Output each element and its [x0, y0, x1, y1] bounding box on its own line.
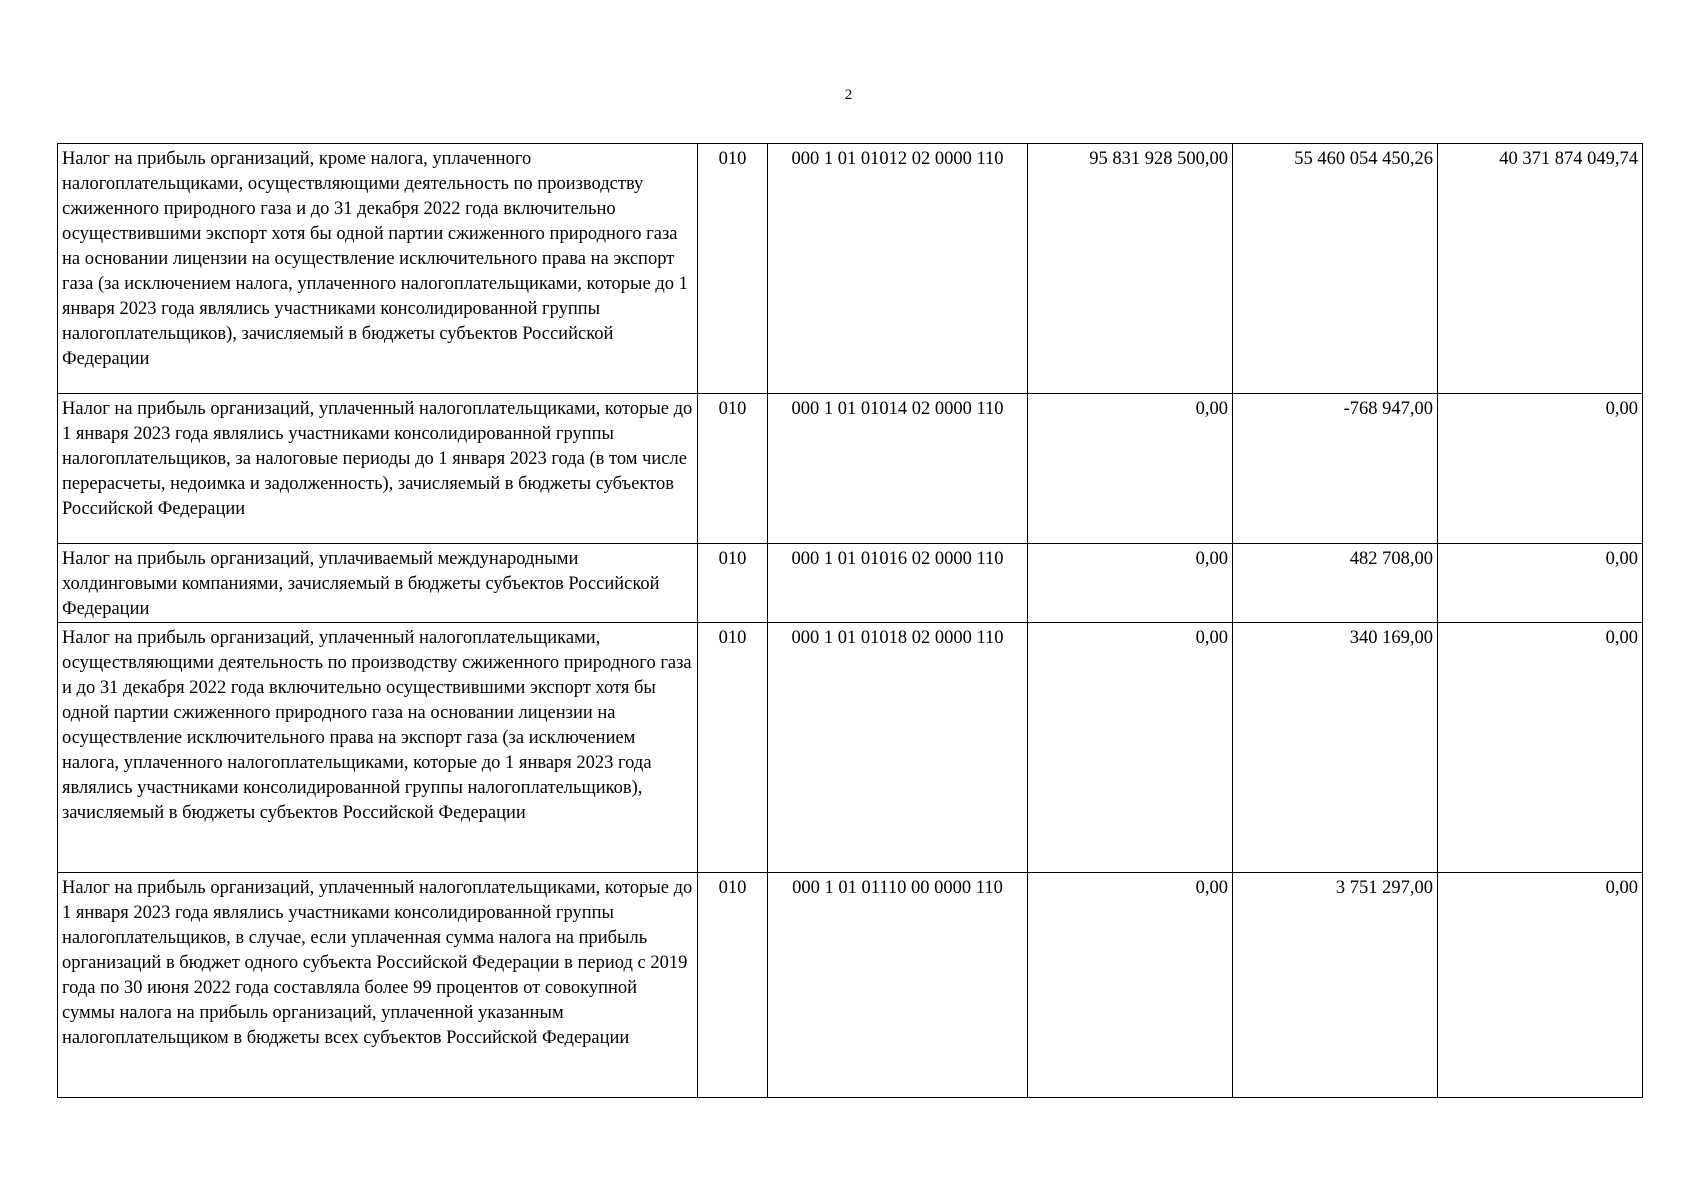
table-row: [58, 873, 1643, 1098]
budget-code-cell: 000 1 01 01012 02 0000 110: [768, 144, 1028, 394]
line-code-cell: 010: [698, 623, 768, 873]
income-name-cell: Налог на прибыль организаций, уплаченный налогоплательщиками, которые до 1 января 2023 года являлись участниками консолидированной группы налогоплательщиков, в случае, если уплаченная сумма налога на прибыль организаций в бюджет одного субъекта Российской Федерации в период с 2019 года по 30 июня 2022 года составляла более 99 процентов от совокупной суммы налога на прибыль организаций, уплаченной указанным налогоплательщиком в бюджеты всех субъектов Российской Федерации: [58, 873, 698, 1098]
line-code-cell: 010: [698, 144, 768, 394]
approved-amount-cell: 0,00: [1028, 873, 1233, 1098]
budget-code-cell: 000 1 01 01018 02 0000 110: [768, 623, 1028, 873]
unexecuted-amount-cell: 40 371 874 049,74: [1438, 144, 1643, 394]
approved-amount-cell: 0,00: [1028, 623, 1233, 873]
table-row: [58, 544, 1643, 623]
executed-amount-cell: -768 947,00: [1233, 394, 1438, 544]
table-row: [58, 623, 1643, 873]
income-name-cell: Налог на прибыль организаций, уплаченный налогоплательщиками, которые до 1 января 2023 года являлись участниками консолидированной группы налогоплательщиков, за налоговые периоды до 1 января 2023 года (в том числе перерасчеты, недоимка и задолженность), зачисляемый в бюджеты субъектов Российской Федерации: [58, 394, 698, 544]
unexecuted-amount-cell: 0,00: [1438, 544, 1643, 623]
approved-amount-cell: 0,00: [1028, 544, 1233, 623]
budget-code-cell: 000 1 01 01014 02 0000 110: [768, 394, 1028, 544]
revenue-table: [57, 143, 1643, 1098]
executed-amount-cell: 340 169,00: [1233, 623, 1438, 873]
approved-amount-cell: 95 831 928 500,00: [1028, 144, 1233, 394]
unexecuted-amount-cell: 0,00: [1438, 394, 1643, 544]
approved-amount-cell: 0,00: [1028, 394, 1233, 544]
executed-amount-cell: 482 708,00: [1233, 544, 1438, 623]
budget-code-cell: 000 1 01 01016 02 0000 110: [768, 544, 1028, 623]
line-code-cell: 010: [698, 394, 768, 544]
line-code-cell: 010: [698, 873, 768, 1098]
page-number: 2: [844, 87, 853, 103]
unexecuted-amount-cell: 0,00: [1438, 623, 1643, 873]
unexecuted-amount-cell: 0,00: [1438, 873, 1643, 1098]
line-code-cell: 010: [698, 544, 768, 623]
table-row: [58, 394, 1643, 544]
table-row: [58, 144, 1643, 394]
budget-code-cell: 000 1 01 01110 00 0000 110: [768, 873, 1028, 1098]
income-name-cell: Налог на прибыль организаций, уплаченный налогоплательщиками, осуществляющими деятельность по производству сжиженного природного газа и до 31 декабря 2022 года включительно осуществившими экспорт хотя бы одной партии сжиженного природного газа на основании лицензии на осуществление исключительного права на экспорт газа (за исключением налога, уплаченного налогоплательщиками, которые до 1 января 2023 года являлись участниками консолидированной группы налогоплательщиков), зачисляемый в бюджеты субъектов Российской Федерации: [58, 623, 698, 873]
executed-amount-cell: 3 751 297,00: [1233, 873, 1438, 1098]
executed-amount-cell: 55 460 054 450,26: [1233, 144, 1438, 394]
income-name-cell: Налог на прибыль организаций, уплачиваемый международными холдинговыми компаниями, зачисляемый в бюджеты субъектов Российской Федерации: [58, 544, 698, 623]
income-name-cell: Налог на прибыль организаций, кроме налога, уплаченного налогоплательщиками, осуществляющими деятельность по производству сжиженного природного газа и до 31 декабря 2022 года включительно осуществившими экспорт хотя бы одной партии сжиженного природного газа на основании лицензии на осуществление исключительного права на экспорт газа (за исключением налога, уплаченного налогоплательщиками, которые до 1 января 2023 года являлись участниками консолидированной группы налогоплательщиков), зачисляемый в бюджеты субъектов Российской Федерации: [58, 144, 698, 394]
